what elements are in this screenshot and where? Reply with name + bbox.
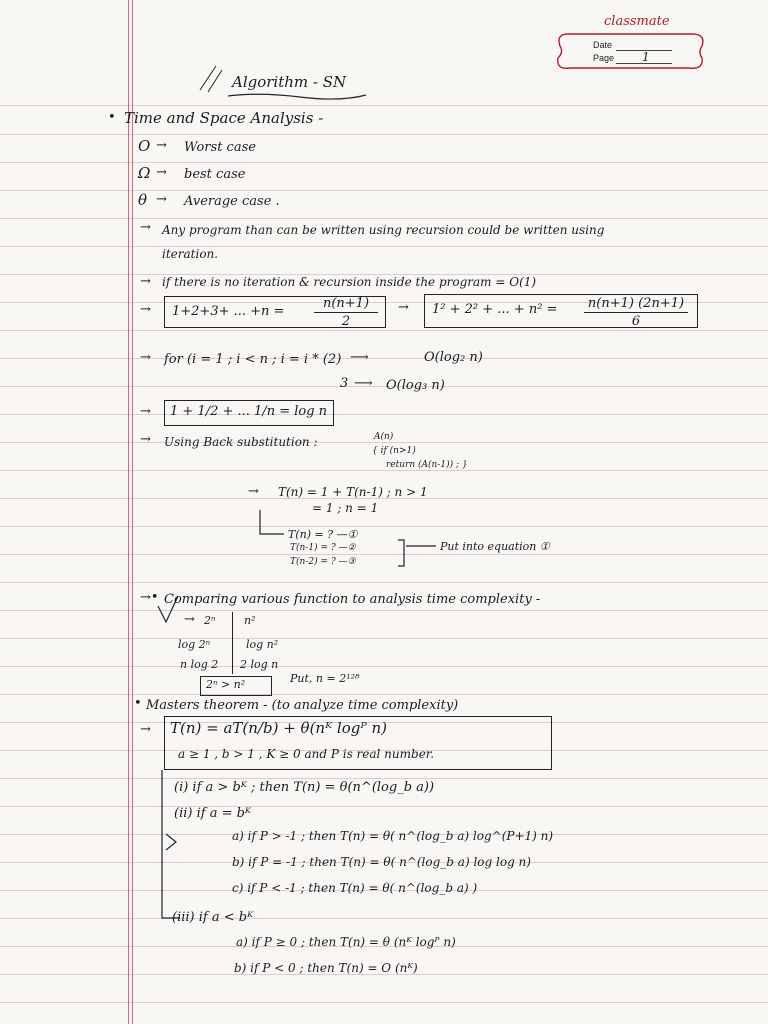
notation-symbol: θ (138, 191, 148, 209)
page-title: Algorithm - SN (232, 73, 347, 91)
case-3b: b) if P < 0 ; then T(n) = O (nᴷ) (234, 961, 418, 975)
note-constant: if there is no iteration & recursion inside the program = O(1) (162, 275, 537, 289)
section3-heading: Masters theorem - (to analyze time complexity) (146, 698, 459, 713)
loop-alt-base: 3 (340, 376, 349, 391)
loop-result-log3: O(log₃ n) (386, 378, 445, 393)
master-formula: T(n) = aT(n/b) + θ(nᴷ logᴾ n) (170, 719, 387, 737)
sum2-lhs: 1² + 2² + ... + n² = (432, 302, 558, 317)
code-line: return (A(n-1)) ; } (386, 460, 468, 470)
compare-put: Put, n = 2¹²⁸ (290, 672, 360, 685)
sum1-fraction: n(n+1) 2 (314, 296, 378, 329)
compare-left: log 2ⁿ (178, 638, 211, 651)
code-line: { if (n>1) (372, 446, 416, 456)
notation-meaning: Average case . (184, 194, 280, 209)
case-2b: b) if P = -1 ; then T(n) = θ( n^(log_b a) log log n) (232, 855, 531, 869)
put-into-equation: Put into equation ① (440, 540, 550, 553)
equation-2: T(n-1) = ? —② (290, 543, 356, 553)
recurrence-2: = 1 ; n = 1 (312, 501, 379, 515)
compare-result: 2ⁿ > n² (206, 678, 246, 691)
case-2c: c) if P < -1 ; then T(n) = θ( n^(log_b a) ) (232, 881, 478, 895)
case-1: (i) if a > bᴷ ; then T(n) = θ(n^(log_b a)) (174, 780, 435, 795)
sum2-fraction: n(n+1) (2n+1) 6 (584, 296, 688, 329)
code-line: A(n) (374, 432, 394, 442)
case-3a: a) if P ≥ 0 ; then T(n) = θ (nᴷ logᴾ n) (236, 935, 456, 949)
case-3: (iii) if a < bᴷ (172, 910, 254, 925)
recurrence-1: T(n) = 1 + T(n-1) ; n > 1 (278, 485, 428, 499)
compare-left: n log 2 (180, 658, 219, 671)
bullet: • (108, 110, 116, 125)
compare-right: log n² (246, 638, 279, 651)
date-label: Date (593, 40, 613, 50)
equation-3: T(n-2) = ? —③ (290, 557, 356, 567)
notation-meaning: Worst case (184, 140, 256, 155)
loop-result-log2: O(log₂ n) (424, 350, 483, 365)
harmonic-sum: 1 + 1/2 + ... 1/n = log n (170, 404, 328, 419)
section2-heading: Comparing various function to analysis time complexity - (164, 592, 541, 607)
compare-right: n² (244, 614, 256, 627)
case-2: (ii) if a = bᴷ (174, 806, 252, 821)
case-2a: a) if P > -1 ; then T(n) = θ( n^(log_b a) log^(P+1) n) (232, 829, 554, 843)
sum1-lhs: 1+2+3+ ... +n = (172, 304, 285, 319)
section1-heading: Time and Space Analysis - (124, 109, 324, 127)
equation-1: T(n) = ? —① (288, 528, 358, 541)
loop-statement: for (i = 1 ; i < n ; i = i * (2) (164, 352, 342, 367)
back-substitution: Using Back substitution : (164, 435, 318, 449)
page-number: 1 (642, 50, 650, 64)
compare-right: 2 log n (240, 658, 279, 671)
brand-logo: classmate (604, 14, 670, 29)
note-recursion-cont: iteration. (162, 247, 219, 261)
page-label: Page (593, 53, 615, 63)
notebook-page: classmate Date Page 1 Algorithm - SN • Time and Space Analysis - O → Worst case Ω → best case θ → Average case . → Any program than can be written using recursion could be written using iteration. → if there is no iteration & recursion inside the program = O(1) → 1+2+3+ ... +n = n(n+1) 2 → 1² + 2² + ... + n² = n(n+1) (2n+1) 6 → for (i = 1 ; i < n ; i = i * (2) ⟶ O(log₂ n) 3 ⟶ O(log₃ n) → 1 + 1/2 + ... 1/n = log n → Using Back substitution : A(n) { if (n>1) return (A(n-1)) ; } → T(n) = 1 + T(n-1) ; n > 1 = 1 ; n = 1 T(n) = ? —① T(n-1) = ? —② T(n-2) = ? —③ Put into equation ① →• Comparing various function to analysis time complexity - → 2ⁿ log 2ⁿ n log 2 n² log n² 2 log n 2ⁿ > n² Put, n = 2¹²⁸ • Masters theorem - (to analyze time complexity) → T(n) = aT(n/b) + θ(nᴷ logᴾ n) a ≥ 1 , b > 1 , K ≥ 0 and P is real number. (i) if a > bᴷ ; then T(n) = θ(n^(log_b a)) (ii) if a = bᴷ a) if P > -1 ; then T(n) = θ( n^(log_b a) log^(P+1) n) b) if P = -1 ; then T(n) = θ( n^(log_b a) log log n) c) if P < -1 ; then T(n) = θ( n^(log_b a) ) (iii) if a < bᴷ a) if P ≥ 0 ; then T(n) = θ (nᴷ logᴾ n) b) if P < 0 ; then T(n) = O (nᴷ) (0, 0, 768, 1024)
master-condition: a ≥ 1 , b > 1 , K ≥ 0 and P is real number. (178, 747, 435, 761)
compare-left: 2ⁿ (204, 614, 216, 627)
notation-symbol: O (138, 137, 151, 155)
notation-meaning: best case (184, 167, 246, 182)
notation-symbol: Ω (138, 164, 151, 182)
note-recursion: Any program than can be written using recursion could be written using (162, 223, 605, 237)
